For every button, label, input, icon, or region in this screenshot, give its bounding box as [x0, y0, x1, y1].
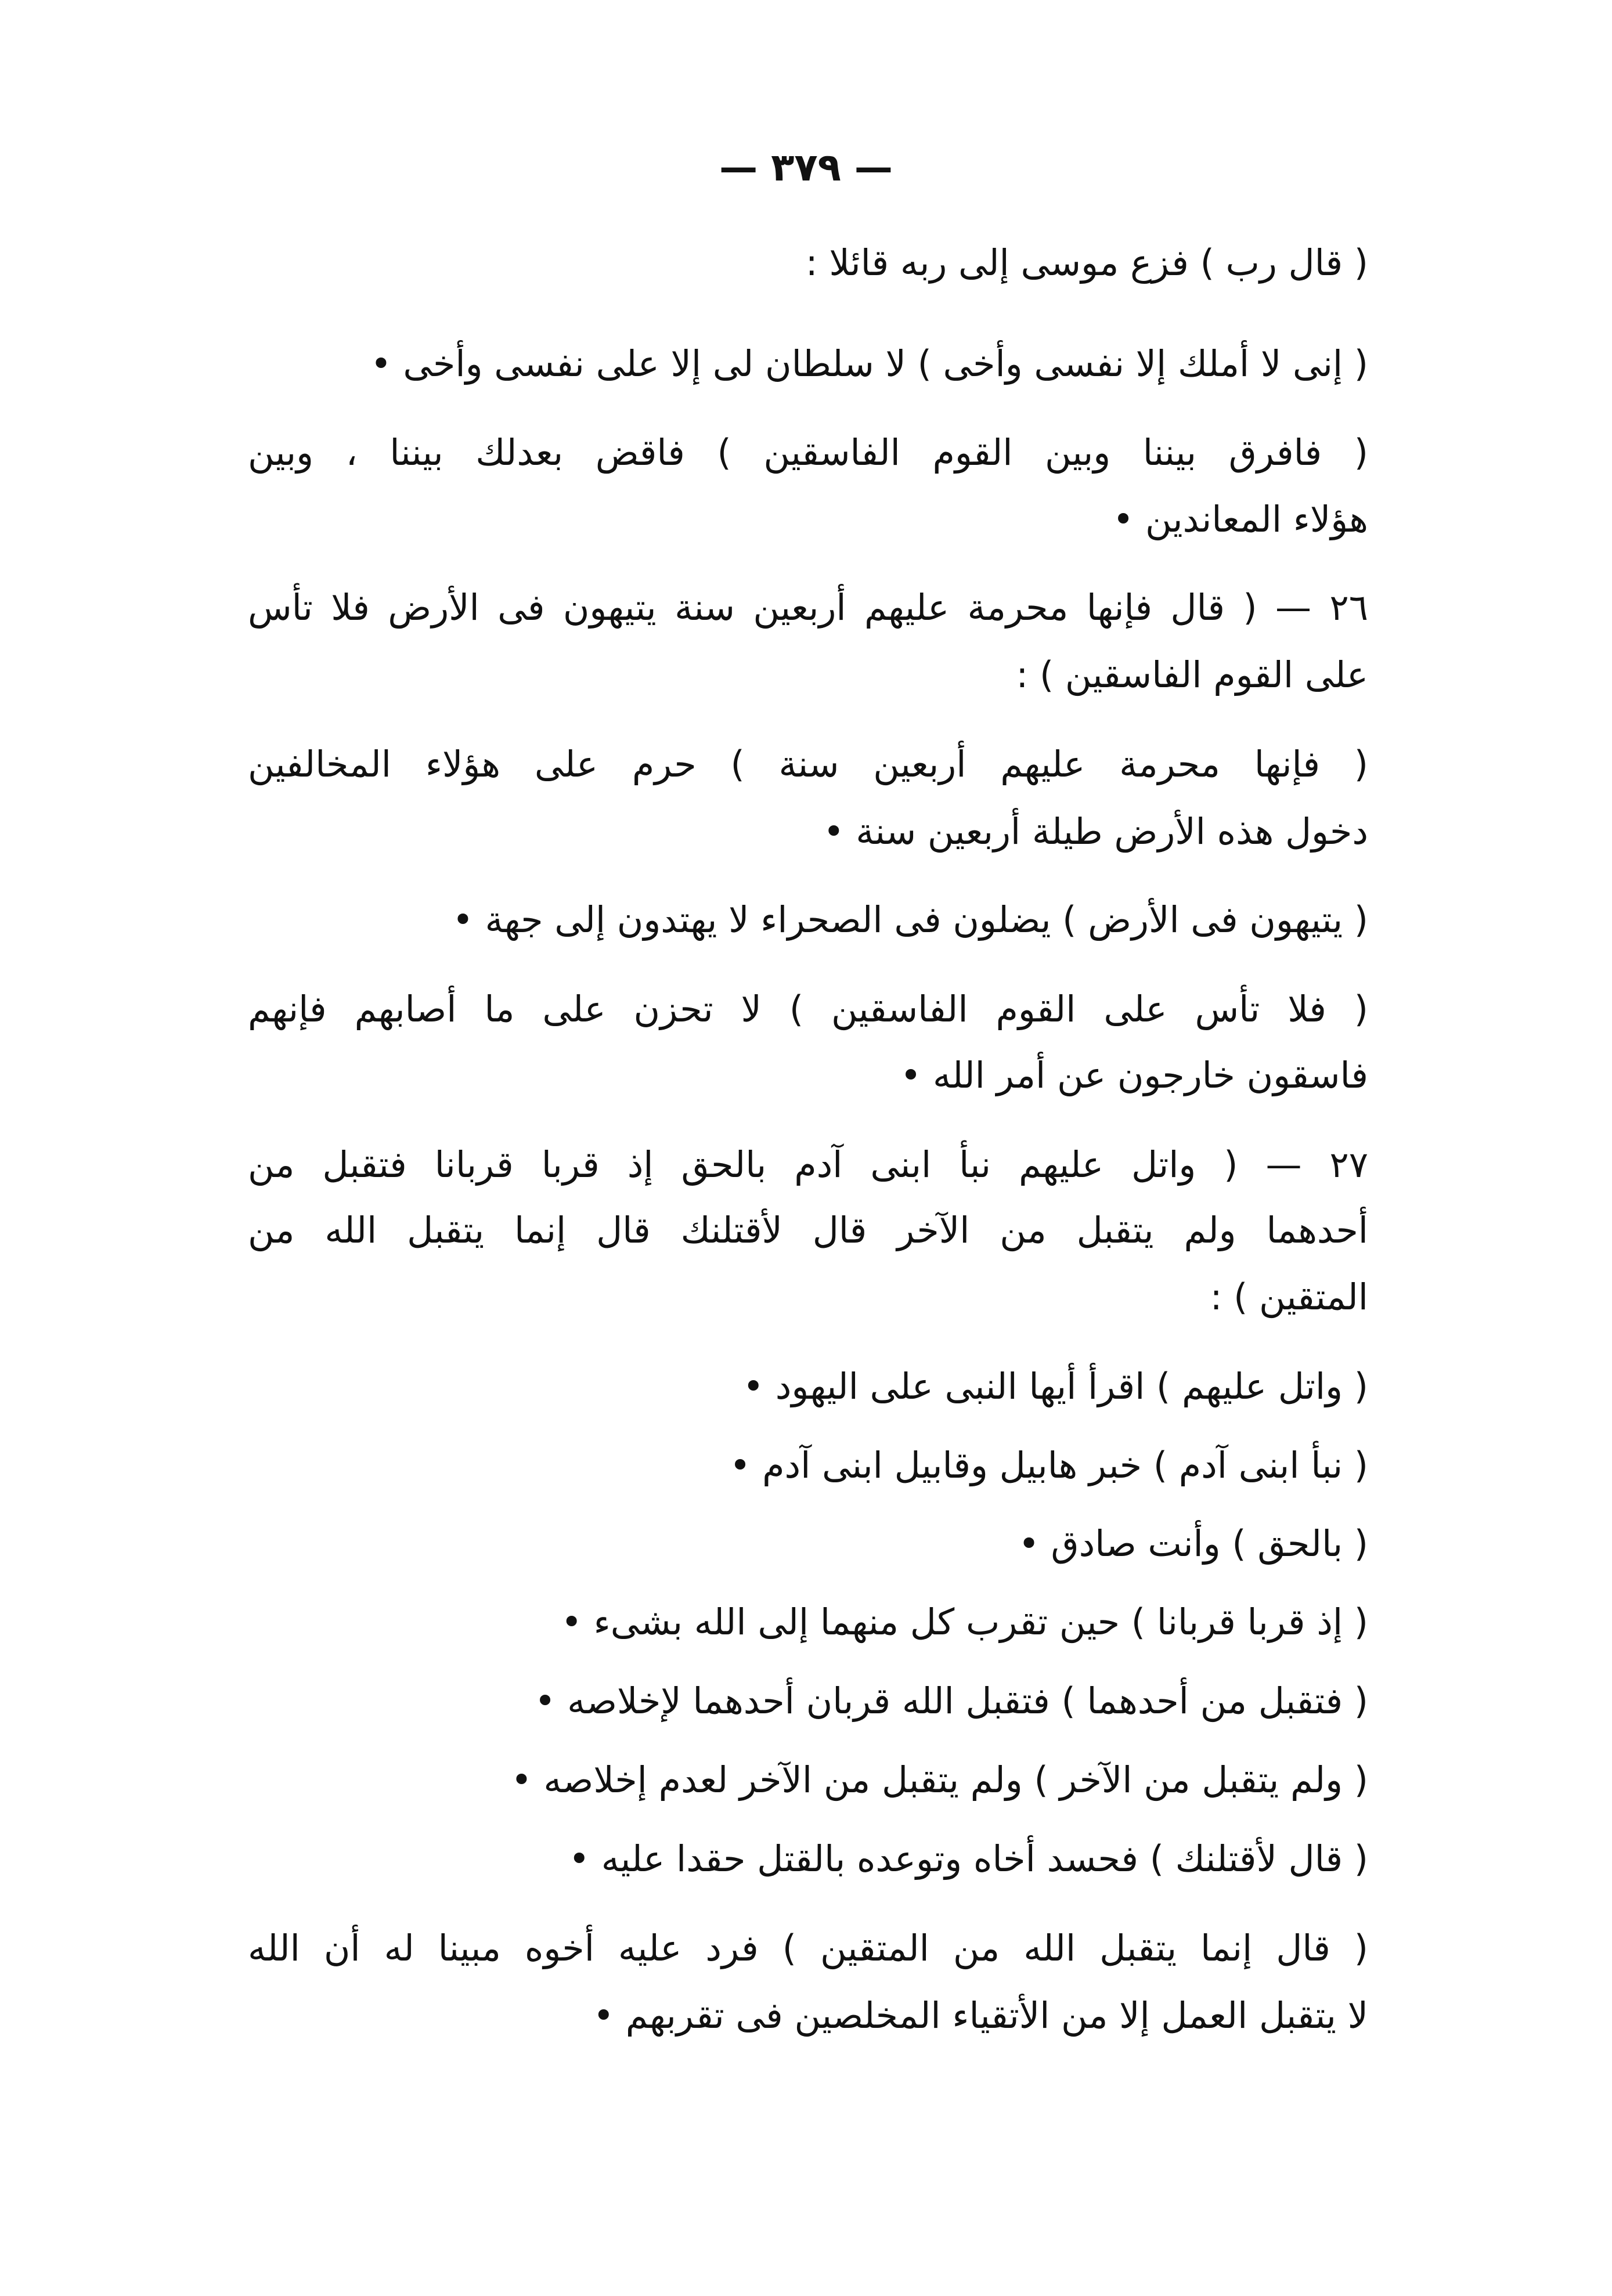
- text-line: ٢٦ — ( قال فإنها محرمة عليهم أربعين سنة يتيهون فى الأرض فلا تأس: [248, 586, 1368, 629]
- text-line: ( فإنها محرمة عليهم أربعين سنة ) حرم على هؤلاء المخالفين: [248, 743, 1368, 785]
- text-line: على القوم الفاسقين ) :: [1016, 654, 1368, 696]
- text-line: ( فافرق بيننا وبين القوم الفاسقين ) فاقض بعدلك بيننا ، وبين: [248, 431, 1368, 474]
- text-line: ( إذ قربا قربانا ) حين تقرب كل منهما إلى الله بشىء •: [561, 1601, 1368, 1643]
- text-line: ( فتقبل من أحدهما ) فتقبل الله قربان أحدهما لإخلاصه •: [534, 1680, 1368, 1722]
- text-line: ( قال إنما يتقبل الله من المتقين ) فرد عليه أخوه مبينا له أن الله: [248, 1927, 1368, 1969]
- text-line: أحدهما ولم يتقبل من الآخر قال لأقتلنك قال إنما يتقبل الله من: [248, 1209, 1368, 1251]
- text-line: المتقين ) :: [1210, 1276, 1368, 1318]
- page-number: — ٣٧٩ —: [719, 145, 893, 190]
- text-line: ( قال رب ) فزع موسى إلى ربه قائلا :: [805, 241, 1368, 284]
- text-line: ( يتيهون فى الأرض ) يضلون فى الصحراء لا يهتدون إلى جهة •: [452, 898, 1368, 941]
- text-line: دخول هذه الأرض طيلة أربعين سنة •: [823, 810, 1368, 853]
- text-line: هؤلاء المعاندين •: [1112, 498, 1368, 540]
- text-line: ( بالحق ) وأنت صادق •: [1018, 1522, 1368, 1565]
- text-line: لا يتقبل العمل إلا من الأتقياء المخلصين فى تقربهم •: [593, 1994, 1368, 2037]
- text-line: ( نبأ ابنى آدم ) خبر هابيل وقابيل ابنى آدم •: [729, 1444, 1368, 1486]
- text-line: فاسقون خارجون عن أمر الله •: [900, 1054, 1368, 1096]
- text-line: ( قال لأقتلنك ) فحسد أخاه وتوعده بالقتل حقدا عليه •: [568, 1837, 1368, 1880]
- text-line: ( واتل عليهم ) اقرأ أيها النبى على اليهود •: [742, 1365, 1368, 1407]
- text-line: ( ولم يتقبل من الآخر ) ولم يتقبل من الآخر لعدم إخلاصه •: [511, 1759, 1368, 1801]
- text-line: ( فلا تأس على القوم الفاسقين ) لا تحزن على ما أصابهم فإنهم: [248, 988, 1368, 1030]
- text-line: ٢٧ — ( واتل عليهم نبأ ابنى آدم بالحق إذ قربا قربانا فتقبل من: [248, 1143, 1368, 1186]
- text-line: ( إنى لا أملك إلا نفسى وأخى ) لا سلطان لى إلا على نفسى وأخى •: [370, 342, 1368, 385]
